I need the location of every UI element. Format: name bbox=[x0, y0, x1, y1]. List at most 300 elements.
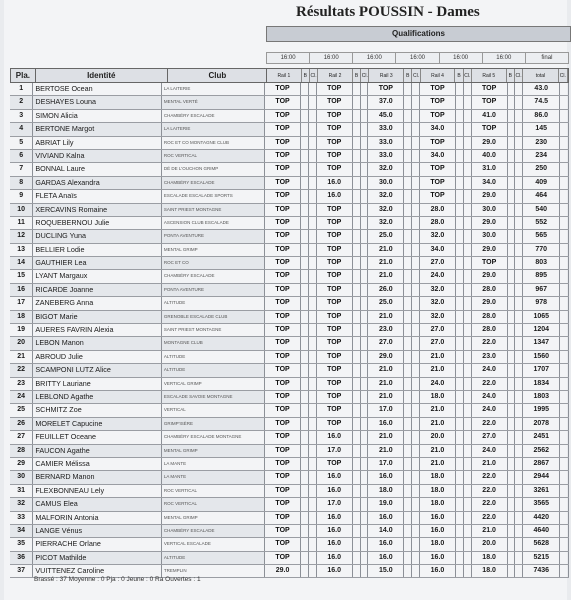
route-score: 20.0 bbox=[472, 538, 508, 550]
route-bonus bbox=[353, 270, 361, 282]
route-score: TOP bbox=[265, 351, 301, 363]
club-cell: CHAMBÉRY ESCALADE MONTAGNE bbox=[162, 431, 265, 443]
route-rank bbox=[309, 217, 317, 229]
route-rank bbox=[309, 83, 317, 95]
route-score: TOP bbox=[265, 552, 301, 564]
route-rank bbox=[361, 485, 369, 497]
route-bonus bbox=[353, 458, 361, 470]
route-rank bbox=[361, 445, 369, 457]
route-score: TOP bbox=[420, 83, 456, 95]
route-bonus bbox=[508, 498, 516, 510]
rank-cell: 30 bbox=[10, 471, 33, 483]
route-score: 21.0 bbox=[368, 431, 404, 443]
route-score: 32.0 bbox=[368, 190, 404, 202]
route-bonus bbox=[508, 190, 516, 202]
route-bonus bbox=[301, 190, 309, 202]
route-score: 33.0 bbox=[368, 137, 404, 149]
route-bonus bbox=[301, 177, 309, 189]
route-rank bbox=[464, 512, 472, 524]
route-bonus bbox=[301, 538, 309, 550]
rank-cell: 2 bbox=[10, 96, 33, 108]
round-time: 16:00 bbox=[482, 52, 525, 64]
route-score: 18.0 bbox=[420, 391, 456, 403]
route-score: 18.0 bbox=[472, 565, 508, 577]
route-score: TOP bbox=[265, 471, 301, 483]
route-score: 33.0 bbox=[368, 123, 404, 135]
route-rank bbox=[515, 96, 523, 108]
table-row bbox=[10, 498, 569, 511]
final-rank bbox=[560, 404, 569, 416]
route-bonus bbox=[404, 458, 412, 470]
route-bonus bbox=[508, 123, 516, 135]
route-bonus bbox=[353, 96, 361, 108]
route-bonus bbox=[404, 123, 412, 135]
route-rank bbox=[515, 230, 523, 242]
competitor-name: BERTONE Margot bbox=[33, 123, 161, 135]
final-rank bbox=[560, 123, 569, 135]
rank-cell: 1 bbox=[10, 83, 33, 95]
route-score: TOP bbox=[317, 378, 353, 390]
route-score: 23.0 bbox=[368, 324, 404, 336]
results-sheet bbox=[4, 0, 567, 600]
route-bonus bbox=[456, 230, 464, 242]
route-rank bbox=[309, 351, 317, 363]
route-rank bbox=[309, 190, 317, 202]
rank-cell: 13 bbox=[10, 244, 33, 256]
route-bonus bbox=[301, 391, 309, 403]
rank-cell: 6 bbox=[10, 150, 33, 162]
route-bonus bbox=[353, 391, 361, 403]
rank-cell: 37 bbox=[10, 565, 33, 577]
table-row bbox=[10, 538, 569, 551]
route-bonus bbox=[456, 512, 464, 524]
competitor-name: GARDAS Alexandra bbox=[33, 177, 161, 189]
route-rank bbox=[412, 378, 420, 390]
header-club: Club bbox=[208, 71, 227, 80]
route-rank bbox=[309, 378, 317, 390]
route-rank bbox=[309, 257, 317, 269]
route-bonus bbox=[456, 123, 464, 135]
route-score: 16.0 bbox=[420, 512, 456, 524]
route-bonus bbox=[508, 230, 516, 242]
route-bonus bbox=[301, 418, 309, 430]
route-score: TOP bbox=[472, 257, 508, 269]
route-score: 16.0 bbox=[317, 552, 353, 564]
club-cell: LA LAITERIE bbox=[162, 83, 265, 95]
route-bonus bbox=[404, 150, 412, 162]
route-score: 30.0 bbox=[472, 204, 508, 216]
route-bonus bbox=[353, 284, 361, 296]
competitor-name: BRITTY Lauriane bbox=[33, 378, 161, 390]
round-time: 16:00 bbox=[395, 52, 438, 64]
route-score: 27.0 bbox=[472, 431, 508, 443]
final-rank bbox=[560, 284, 569, 296]
route-score: 16.0 bbox=[368, 418, 404, 430]
competitor-name: PIERRACHE Orlane bbox=[33, 538, 161, 550]
total-score: 230 bbox=[523, 137, 560, 149]
route-rank bbox=[361, 96, 369, 108]
route-bonus bbox=[456, 498, 464, 510]
route-rank bbox=[361, 190, 369, 202]
route-bonus bbox=[301, 137, 309, 149]
route-bonus bbox=[301, 244, 309, 256]
route-rank bbox=[412, 445, 420, 457]
final-rank bbox=[560, 498, 569, 510]
route-score: 21.0 bbox=[420, 458, 456, 470]
route-rank bbox=[464, 257, 472, 269]
route-bonus bbox=[301, 324, 309, 336]
route-score: TOP bbox=[317, 83, 353, 95]
club-cell: ROC ET CO bbox=[162, 257, 265, 269]
table-row bbox=[10, 284, 569, 297]
route-bonus bbox=[353, 257, 361, 269]
rank-cell: 10 bbox=[10, 204, 33, 216]
total-score: 86.0 bbox=[523, 110, 560, 122]
route-score: 22.0 bbox=[472, 485, 508, 497]
table-header-left bbox=[10, 68, 268, 83]
route-rank bbox=[515, 204, 523, 216]
route-rank bbox=[515, 418, 523, 430]
route-bonus bbox=[508, 83, 516, 95]
competitor-name: BERTOSE Ocean bbox=[33, 83, 161, 95]
route-score: 32.0 bbox=[368, 204, 404, 216]
competitor-name: CAMIER Mélissa bbox=[33, 458, 161, 470]
round-header: Cl. bbox=[559, 69, 568, 82]
route-score: TOP bbox=[265, 324, 301, 336]
route-bonus bbox=[404, 337, 412, 349]
total-score: 250 bbox=[523, 163, 560, 175]
club-cell: SAINT PRIEST MONTAGNE bbox=[162, 324, 265, 336]
route-score: 22.0 bbox=[472, 498, 508, 510]
route-bonus bbox=[301, 110, 309, 122]
club-cell: GRIMP'ISÈRE bbox=[162, 418, 265, 430]
route-rank bbox=[464, 445, 472, 457]
route-score: TOP bbox=[265, 431, 301, 443]
round-header: Rail 1 bbox=[267, 69, 302, 82]
route-score: 21.0 bbox=[368, 270, 404, 282]
route-bonus bbox=[508, 458, 516, 470]
rank-cell: 17 bbox=[10, 297, 33, 309]
route-bonus bbox=[404, 391, 412, 403]
route-score: TOP bbox=[317, 230, 353, 242]
route-score: 22.0 bbox=[472, 471, 508, 483]
club-cell: CHAMBÉRY ESCALADE bbox=[162, 270, 265, 282]
total-score: 770 bbox=[523, 244, 560, 256]
route-rank bbox=[412, 83, 420, 95]
route-rank bbox=[412, 351, 420, 363]
route-bonus bbox=[456, 364, 464, 376]
route-score: 16.0 bbox=[368, 512, 404, 524]
route-bonus bbox=[456, 458, 464, 470]
competitor-name: BONNAL Laure bbox=[33, 163, 161, 175]
final-rank bbox=[560, 471, 569, 483]
club-cell: LA MANTE bbox=[162, 471, 265, 483]
route-rank bbox=[515, 190, 523, 202]
route-rank bbox=[361, 378, 369, 390]
final-rank bbox=[560, 83, 569, 95]
route-rank bbox=[515, 565, 523, 577]
route-bonus bbox=[404, 445, 412, 457]
route-bonus bbox=[404, 257, 412, 269]
table-row bbox=[10, 324, 569, 337]
route-bonus bbox=[301, 565, 309, 577]
final-rank bbox=[560, 512, 569, 524]
total-score: 4420 bbox=[523, 512, 560, 524]
route-rank bbox=[309, 177, 317, 189]
route-score: TOP bbox=[265, 498, 301, 510]
route-bonus bbox=[508, 431, 516, 443]
route-rank bbox=[361, 270, 369, 282]
route-bonus bbox=[404, 485, 412, 497]
route-rank bbox=[412, 431, 420, 443]
route-score: TOP bbox=[317, 204, 353, 216]
route-bonus bbox=[301, 364, 309, 376]
total-score: 4640 bbox=[523, 525, 560, 537]
table-row bbox=[10, 418, 569, 431]
total-score: 978 bbox=[523, 297, 560, 309]
route-bonus bbox=[456, 525, 464, 537]
route-bonus bbox=[508, 297, 516, 309]
route-rank bbox=[515, 404, 523, 416]
route-bonus bbox=[404, 163, 412, 175]
route-rank bbox=[412, 311, 420, 323]
final-rank bbox=[560, 391, 569, 403]
route-rank bbox=[361, 110, 369, 122]
route-score: 29.0 bbox=[472, 297, 508, 309]
route-bonus bbox=[508, 471, 516, 483]
route-bonus bbox=[508, 217, 516, 229]
club-cell: PONTA AVENTURE bbox=[162, 284, 265, 296]
club-cell: ROC VERTICAL bbox=[162, 150, 265, 162]
route-bonus bbox=[301, 552, 309, 564]
route-score: TOP bbox=[317, 96, 353, 108]
route-rank bbox=[464, 404, 472, 416]
route-rank bbox=[464, 204, 472, 216]
route-bonus bbox=[456, 284, 464, 296]
route-rank bbox=[464, 177, 472, 189]
total-score: 540 bbox=[523, 204, 560, 216]
route-score: 24.0 bbox=[420, 378, 456, 390]
route-bonus bbox=[301, 150, 309, 162]
total-score: 803 bbox=[523, 257, 560, 269]
route-rank bbox=[464, 297, 472, 309]
club-cell: VERTICAL GRIMP bbox=[162, 378, 265, 390]
route-score: TOP bbox=[265, 378, 301, 390]
route-rank bbox=[464, 364, 472, 376]
route-bonus bbox=[353, 163, 361, 175]
competitor-name: LEBLOND Agathe bbox=[33, 391, 161, 403]
route-rank bbox=[515, 150, 523, 162]
route-bonus bbox=[404, 565, 412, 577]
route-rank bbox=[309, 565, 317, 577]
route-score: 32.0 bbox=[420, 284, 456, 296]
route-rank bbox=[412, 498, 420, 510]
competitor-name: MORELET Capucine bbox=[33, 418, 161, 430]
route-rank bbox=[515, 217, 523, 229]
route-score: 28.0 bbox=[420, 204, 456, 216]
route-score: 45.0 bbox=[368, 110, 404, 122]
route-score: TOP bbox=[265, 418, 301, 430]
club-cell: ALTITUDE bbox=[162, 364, 265, 376]
table-row bbox=[10, 177, 569, 190]
final-rank bbox=[560, 458, 569, 470]
route-bonus bbox=[456, 163, 464, 175]
route-rank bbox=[309, 552, 317, 564]
total-score: 1995 bbox=[523, 404, 560, 416]
route-score: 22.0 bbox=[472, 418, 508, 430]
route-score: 20.0 bbox=[420, 431, 456, 443]
route-score: TOP bbox=[317, 110, 353, 122]
route-score: 32.0 bbox=[420, 230, 456, 242]
route-score: TOP bbox=[265, 364, 301, 376]
competitor-name: FLEXBONNEAU Lely bbox=[33, 485, 161, 497]
route-bonus bbox=[508, 177, 516, 189]
route-rank bbox=[515, 324, 523, 336]
route-score: 33.0 bbox=[368, 150, 404, 162]
route-score: 32.0 bbox=[368, 163, 404, 175]
route-bonus bbox=[353, 337, 361, 349]
route-rank bbox=[515, 378, 523, 390]
route-rank bbox=[309, 284, 317, 296]
route-score: TOP bbox=[265, 391, 301, 403]
round-header: Cl. bbox=[361, 69, 369, 82]
route-score: 24.0 bbox=[420, 270, 456, 282]
route-bonus bbox=[456, 297, 464, 309]
rank-cell: 33 bbox=[10, 512, 33, 524]
route-bonus bbox=[404, 378, 412, 390]
total-score: 565 bbox=[523, 230, 560, 242]
round-header: Rail 3 bbox=[369, 69, 404, 82]
route-score: TOP bbox=[265, 96, 301, 108]
route-rank bbox=[464, 150, 472, 162]
route-score: 29.0 bbox=[472, 217, 508, 229]
route-bonus bbox=[301, 230, 309, 242]
final-rank bbox=[560, 177, 569, 189]
route-score: 17.0 bbox=[368, 458, 404, 470]
route-rank bbox=[412, 217, 420, 229]
final-rank bbox=[560, 311, 569, 323]
route-bonus bbox=[301, 404, 309, 416]
round-time: 16:00 bbox=[266, 52, 309, 64]
route-bonus bbox=[508, 270, 516, 282]
route-score: 21.0 bbox=[368, 311, 404, 323]
round-time: final bbox=[525, 52, 569, 64]
route-bonus bbox=[404, 217, 412, 229]
table-row bbox=[10, 230, 569, 243]
competitor-name: XERCAVINS Romaine bbox=[33, 204, 161, 216]
route-score: 41.0 bbox=[472, 110, 508, 122]
route-rank bbox=[515, 177, 523, 189]
route-rank bbox=[515, 163, 523, 175]
total-score: 74.5 bbox=[523, 96, 560, 108]
route-bonus bbox=[301, 257, 309, 269]
round-time: 16:00 bbox=[439, 52, 482, 64]
competitor-name: PICOT Mathilde bbox=[33, 552, 161, 564]
route-bonus bbox=[508, 311, 516, 323]
route-rank bbox=[515, 552, 523, 564]
route-rank bbox=[515, 498, 523, 510]
route-score: TOP bbox=[265, 190, 301, 202]
route-score: 21.0 bbox=[420, 364, 456, 376]
route-rank bbox=[464, 498, 472, 510]
competitor-name: VUITTENEZ Caroline bbox=[33, 565, 161, 577]
route-rank bbox=[412, 485, 420, 497]
route-score: 21.0 bbox=[368, 244, 404, 256]
route-score: TOP bbox=[265, 525, 301, 537]
club-cell: VERTICAL ESCALADE bbox=[162, 538, 265, 550]
club-cell: ROC VERTICAL bbox=[162, 498, 265, 510]
competitor-name: DUCLING Yuna bbox=[33, 230, 161, 242]
table-row bbox=[10, 270, 569, 283]
route-score: 16.0 bbox=[317, 538, 353, 550]
route-score: 22.0 bbox=[472, 512, 508, 524]
route-score: 30.0 bbox=[472, 230, 508, 242]
route-rank bbox=[515, 512, 523, 524]
route-score: 17.0 bbox=[368, 404, 404, 416]
competitor-name: SIMON Alicia bbox=[33, 110, 161, 122]
competitor-name: FLETA Anaïs bbox=[33, 190, 161, 202]
route-rank bbox=[309, 364, 317, 376]
rank-cell: 9 bbox=[10, 190, 33, 202]
route-score: 16.0 bbox=[317, 525, 353, 537]
rank-cell: 15 bbox=[10, 270, 33, 282]
route-rank bbox=[361, 244, 369, 256]
competitor-name: SCAMPONI LUTZ Alice bbox=[33, 364, 161, 376]
route-score: 28.0 bbox=[472, 284, 508, 296]
route-rank bbox=[361, 230, 369, 242]
table-row bbox=[10, 471, 569, 484]
total-score: 409 bbox=[523, 177, 560, 189]
route-bonus bbox=[456, 190, 464, 202]
route-rank bbox=[309, 163, 317, 175]
route-score: 18.0 bbox=[420, 485, 456, 497]
route-rank bbox=[309, 525, 317, 537]
competitor-name: ABROUD Julie bbox=[33, 351, 161, 363]
route-score: 16.0 bbox=[317, 565, 353, 577]
rank-cell: 11 bbox=[10, 217, 33, 229]
route-score: 27.0 bbox=[420, 324, 456, 336]
route-bonus bbox=[456, 177, 464, 189]
route-score: 21.0 bbox=[368, 445, 404, 457]
total-score: 145 bbox=[523, 123, 560, 135]
total-score: 464 bbox=[523, 190, 560, 202]
route-score: TOP bbox=[420, 96, 456, 108]
rank-cell: 22 bbox=[10, 364, 33, 376]
route-score: 16.0 bbox=[368, 471, 404, 483]
competitor-name: ABRIAT Lily bbox=[33, 137, 161, 149]
route-bonus bbox=[353, 150, 361, 162]
route-bonus bbox=[301, 431, 309, 443]
final-rank bbox=[560, 445, 569, 457]
route-bonus bbox=[508, 418, 516, 430]
route-score: 34.0 bbox=[472, 177, 508, 189]
final-rank bbox=[560, 257, 569, 269]
rank-cell: 25 bbox=[10, 404, 33, 416]
route-rank bbox=[361, 311, 369, 323]
route-rank bbox=[515, 525, 523, 537]
route-score: 32.0 bbox=[420, 297, 456, 309]
route-score: TOP bbox=[265, 538, 301, 550]
route-rank bbox=[515, 391, 523, 403]
route-bonus bbox=[456, 244, 464, 256]
route-rank bbox=[412, 458, 420, 470]
route-bonus bbox=[301, 284, 309, 296]
route-score: TOP bbox=[265, 137, 301, 149]
total-score: 2867 bbox=[523, 458, 560, 470]
route-rank bbox=[515, 485, 523, 497]
total-score: 5215 bbox=[523, 552, 560, 564]
club-cell: ROC ET CO MONTAGNE CLUB bbox=[162, 137, 265, 149]
